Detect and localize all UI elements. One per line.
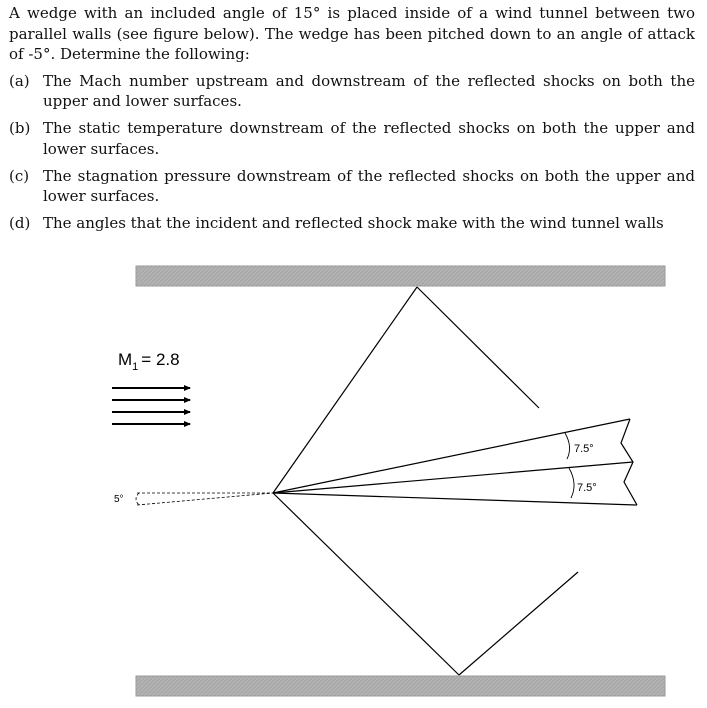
pitch-angle-label: 5° xyxy=(114,494,124,505)
mach-subscript: 1 xyxy=(132,361,139,373)
upper-half-angle-arc xyxy=(565,433,570,459)
question-text: The static temperature downstream of the reflected shocks on both the upper and lower surfaces. xyxy=(43,119,695,158)
lower-half-angle-arc xyxy=(569,468,574,498)
freestream-arrows xyxy=(112,388,190,424)
pitched-reference-line xyxy=(137,493,273,505)
question-text: The stagnation pressure downstream of the reflected shocks on both the upper and lower surfaces. xyxy=(43,166,695,205)
question-text: The angles that the incident and reflected shock make with the wind tunnel walls xyxy=(43,214,664,232)
upper-reflected-shock xyxy=(417,287,539,408)
lower-incident-shock xyxy=(273,493,459,675)
question-label: (b) xyxy=(9,119,31,137)
problem-intro: A wedge with an included angle of 15° is placed inside of a wind tunnel between two parallel walls (see figure below). The wedge has been pitched down to an angle of attack of -5°. Determine the following: xyxy=(9,4,695,63)
mach-label: $M_1 = 2.8$ xyxy=(118,350,180,373)
question-label: (a) xyxy=(9,71,30,90)
upper-incident-shock xyxy=(273,287,417,493)
upper-tunnel-wall xyxy=(136,266,665,286)
mach-value: = 2.8 xyxy=(141,350,180,369)
lower-tunnel-wall xyxy=(136,676,665,696)
lower-reflected-shock xyxy=(459,572,578,675)
upper-half-angle-label: 7.5° xyxy=(574,443,594,455)
question-text: The Mach number upstream and downstream of the reflected shocks on both the upper and lower surfaces. xyxy=(43,71,695,110)
pitch-angle-arc xyxy=(136,493,139,505)
wedge-lower-surface xyxy=(273,493,637,505)
question-label: (d) xyxy=(9,214,31,232)
lower-half-angle-label: 7.5° xyxy=(577,482,597,494)
pitch-angle-reference xyxy=(136,493,273,505)
question-label: (c) xyxy=(9,166,30,185)
half-angle-arcs xyxy=(565,433,574,498)
